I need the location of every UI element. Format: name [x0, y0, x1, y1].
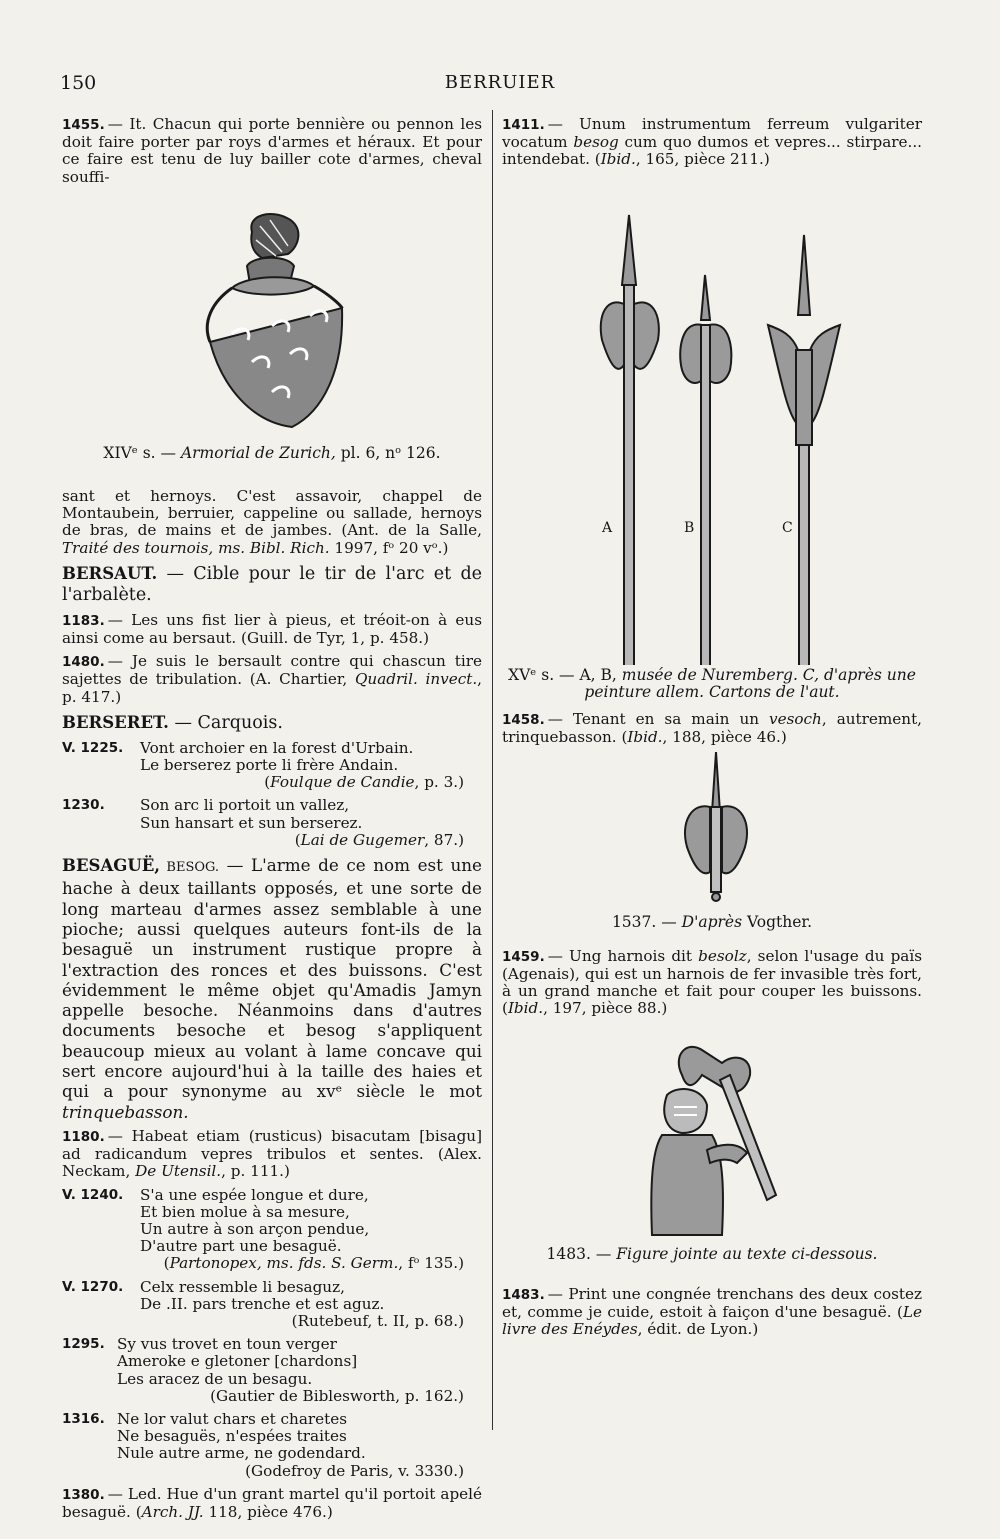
- verse-1240-source: (Partonopex, ms. fds. S. Germ., fᵒ 135.): [163, 1254, 464, 1273]
- figure-caption-1483: 1483. — Figure jointe au texte ci-dessous.: [546, 1245, 878, 1264]
- headword-besague: BESAGUË, BESOG. — L'arme de ce nom est une hache à deux taillants opposés, et une sorte de long marteau d'armes assez semblable à une pioche; aussi quelques auteurs font-ils de la besaguë un instrument rustique propre à l'extraction des ronces et des buissons. C'est évidemment le même objet qu'Amadis Jamyn appelle besoche. Néanmoins dans d'autres documents besoche et besog s'appliquent beaucoup mieux au volant à lame concave qui sert encore aujourd'hui à la taille des haies et qui a pour synonyme au xvᵉ siècle le mot trinquebasson.: [62, 855, 482, 1122]
- running-title: BERRUIER: [444, 72, 556, 93]
- polearms-figure: [502, 175, 922, 665]
- verse-1316-source: (Godefroy de Paris, v. 3330.): [245, 1461, 464, 1480]
- figure-caption-vogther: 1537. — D'après Vogther.: [611, 913, 813, 932]
- entry-1411: 1411. — Unum instrumentum ferreum vulgariter vocatum besog cum quo dumos et vepres... stirpare... intendebat. (Ibid., 165, pièce 211.): [502, 115, 922, 169]
- figure-caption-armorial: XIVᵉ s. — Armorial de Zurich, pl. 6, nᵒ 126.: [103, 443, 441, 462]
- entry-1380: 1380. — Led. Hue d'un grant martel qu'il portoit apelé besaguë. (Arch. JJ. 118, pièce 476.): [62, 1484, 482, 1521]
- entry-1480: 1480. — Je suis le bersault contre qui chascun tire sajettes de tribulation. (A. Chartier, Quadril. invect., p. 417.): [62, 652, 482, 706]
- label-b: B: [684, 519, 695, 536]
- polearms-drawing: [502, 175, 922, 665]
- vogther-weapon-figure: [502, 752, 922, 912]
- left-column: [62, 116, 482, 1527]
- entry-1458: 1458. — Tenant en sa main un vesoch, autrement, trinquebasson. (Ibid., 188, pièce 46.): [502, 710, 922, 747]
- verse-1240: V. 1240. S'a une espée longue et dure, Et bien molue à sa mesure, Un autre à son arçon pendue, D'autre part une besaguë.: [62, 1185, 370, 1256]
- entry-1183: 1183. — Les uns fist lier à pieus, et tréoit-on à eus ainsi come au bersaut. (Guill. de Tyr, 1, p. 458.): [62, 610, 482, 648]
- figure-caption-polearms: XVᵉ s. — A, B, musée de Nuremberg. C, d'après une peinture allem. Cartons de l'aut.: [508, 665, 916, 701]
- headword-berseret: BERSERET. — Carquois.: [62, 712, 283, 733]
- column-divider: [492, 110, 493, 1430]
- entry-1459: 1459. — Ung harnois dit besolz, selon l'usage du païs (Agenais), qui est un harnois de fer invasible très fort, à un grand manche et fait pour couper les buissons. (Ibid., 197, pièce 88.): [502, 946, 922, 1018]
- coat-of-arms-figure: [192, 212, 352, 437]
- headword-bersaut: BERSAUT. — Cible pour le tir de l'arc et de l'arbalète.: [62, 563, 482, 605]
- verse-1270: V. 1270. Celx ressemble li besaguz, De .II. pars trenche et est aguz.: [62, 1277, 385, 1313]
- right-column: [502, 116, 922, 1344]
- entry-1483: 1483. — Print une congnée trenchans des deux costez et, comme je cuide, estoit à faiçon d'une besaguë. (Le livre des Enéydes, édit. de Lyon.): [502, 1284, 922, 1339]
- figure-with-axe: [502, 1035, 922, 1240]
- verse-1295-source: (Gautier de Biblesworth, p. 162.): [210, 1386, 464, 1405]
- verse-1230-source: (Lai de Gugemer, 87.): [294, 830, 464, 849]
- verse-1225-source: (Foulque de Candie, p. 3.): [264, 773, 464, 792]
- label-c: C: [782, 519, 793, 536]
- verse-1230: 1230. Son arc li portoit un vallez, Sun hansart et sun berserez.: [62, 796, 363, 832]
- verse-1225: V. 1225. Vont archoier en la forest d'Urbain. Le berserez porte li frère Andain.: [62, 738, 414, 775]
- page-header: [60, 72, 940, 96]
- verse-1316: 1316. Ne lor valut chars et charetes Ne besaguës, n'espées traites Nule autre arme, ne godendard.: [62, 1409, 366, 1463]
- verse-1295: 1295. Sy vus trovet en toun verger Ameroke e gletoner [chardons] Les aracez de un besagu.: [62, 1335, 358, 1388]
- entry-1180: 1180. — Habeat etiam (rusticus) bisacutam [bisagu] ad radicandum vepres tribulos et sentes. (Alex. Neckam, De Utensil., p. 111.): [62, 1126, 482, 1181]
- label-a: A: [602, 519, 613, 536]
- page-number: 150: [60, 72, 97, 94]
- entry-1455: 1455. — It. Chacun qui porte bennière ou pennon les doit faire porter par roys d'armes et héraux. Et pour ce faire est tenu de luy bailler cote d'armes, cheval souffi-: [62, 115, 482, 186]
- verse-1270-source: (Rutebeuf, t. II, p. 68.): [291, 1311, 464, 1330]
- entry-continuation: sant et hernoys. C'est assavoir, chappel de Montaubein, berruier, cappeline ou sallade, hernoys de bras, de mains et de jambes. (Ant. de la Salle, Traité des tournois, ms. Bibl. Rich. 1997, fᵒ 20 vᵒ.): [62, 487, 482, 557]
